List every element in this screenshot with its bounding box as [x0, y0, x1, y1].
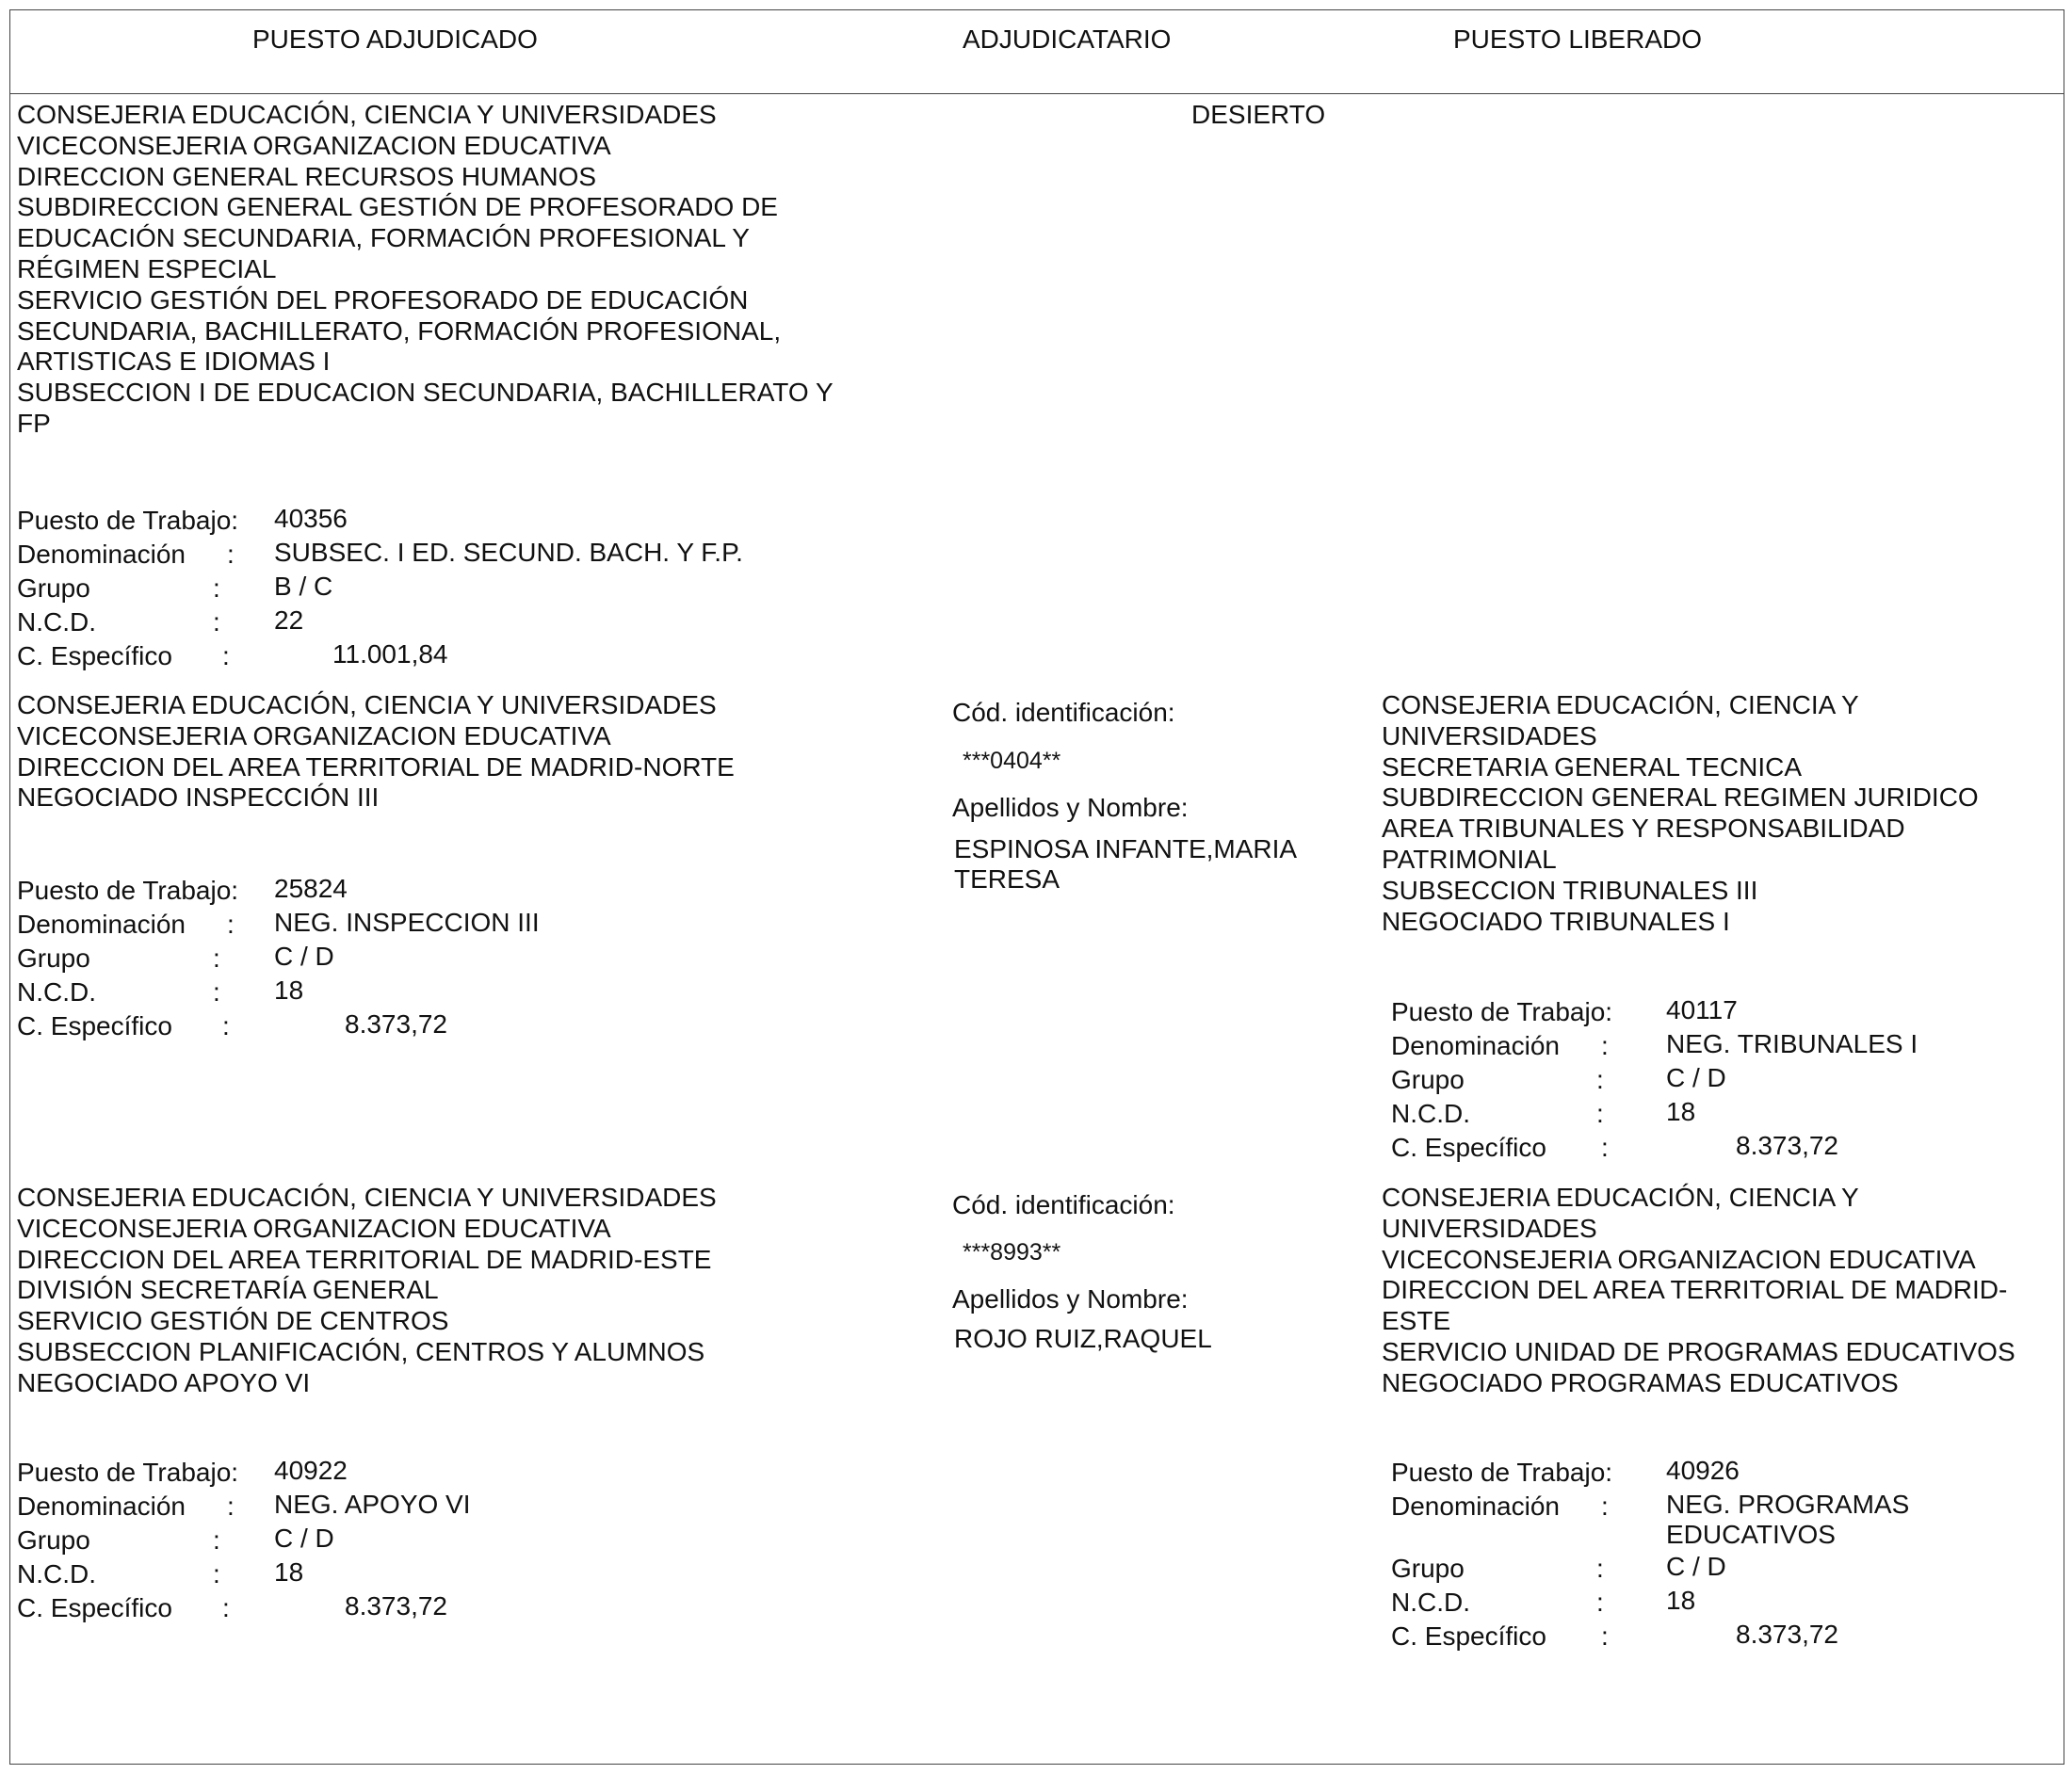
org-line: NEGOCIADO INSPECCIÓN III	[17, 782, 380, 813]
row3-liberado-details	[1391, 1456, 2050, 1653]
value-especifico: 8.373,72	[345, 1591, 447, 1621]
header-divider	[9, 93, 2064, 94]
value-ncd: 18	[274, 976, 304, 1005]
org-line: SERVICIO UNIDAD DE PROGRAMAS EDUCATIVOS	[1382, 1336, 2015, 1366]
row3-cod-label: Cód. identificación:	[952, 1190, 1175, 1219]
label-denominacion: Denominación	[17, 1492, 186, 1521]
colon: :	[222, 1011, 230, 1040]
label-puesto: Puesto de Trabajo:	[17, 1458, 239, 1487]
label-ncd: N.C.D.	[17, 977, 96, 1007]
colon: :	[1601, 1492, 1609, 1521]
label-ncd: N.C.D.	[17, 1559, 96, 1589]
row2-apellidos-label: Apellidos y Nombre:	[952, 793, 1189, 822]
value-denominacion: SUBSEC. I ED. SECUND. BACH. Y F.P.	[274, 538, 743, 567]
label-denominacion: Denominación	[1391, 1031, 1560, 1060]
org-line: CONSEJERIA EDUCACIÓN, CIENCIA Y UNIVERSIDADES	[1382, 690, 1859, 750]
value-especifico: 8.373,72	[1736, 1620, 1838, 1649]
header-puesto-adjudicado: PUESTO ADJUDICADO	[252, 24, 538, 54]
org-line: DIRECCION DEL AREA TERRITORIAL DE MADRID-ESTE	[1382, 1275, 2008, 1336]
org-line: CONSEJERIA EDUCACIÓN, CIENCIA Y UNIVERSIDADES	[17, 100, 717, 129]
value-denominacion: NEG. INSPECCION III	[274, 908, 540, 937]
org-line: SUBDIRECCION GENERAL GESTIÓN DE PROFESORADO DE	[17, 192, 778, 222]
row2-nombre: ESPINOSA INFANTE,MARIA TERESA	[954, 834, 1296, 894]
value-grupo: C / D	[1666, 1552, 1726, 1581]
org-line: SECUNDARIA, BACHILLERATO, FORMACIÓN PROFESIONAL,	[17, 315, 782, 346]
org-line: CONSEJERIA EDUCACIÓN, CIENCIA Y UNIVERSIDADES	[17, 1183, 717, 1212]
value-denominacion: NEG. PROGRAMAS EDUCATIVOS	[1666, 1490, 1910, 1549]
org-line: DIVISIÓN SECRETARÍA GENERAL	[17, 1275, 439, 1305]
value-ncd: 18	[1666, 1097, 1696, 1126]
value-especifico: 8.373,72	[345, 1009, 447, 1039]
colon: :	[227, 910, 235, 939]
org-line: VICECONSEJERIA ORGANIZACION EDUCATIVA	[17, 720, 611, 750]
label-especifico: C. Específico	[1391, 1621, 1546, 1651]
org-line: AREA TRIBUNALES Y RESPONSABILIDAD PATRIMONIAL	[1382, 814, 1905, 874]
row1-adjudicado-details	[17, 504, 865, 673]
row2-cod-value: ***0404**	[963, 748, 1061, 774]
org-line: RÉGIMEN ESPECIAL	[17, 253, 277, 283]
value-grupo: C / D	[1666, 1063, 1726, 1092]
org-line: CONSEJERIA EDUCACIÓN, CIENCIA Y UNIVERSIDADES	[17, 690, 717, 719]
org-line: NEGOCIADO APOYO VI	[17, 1367, 311, 1397]
label-puesto: Puesto de Trabajo:	[17, 506, 239, 535]
org-line: DIRECCION DEL AREA TERRITORIAL DE MADRID-NORTE	[17, 751, 735, 782]
label-ncd: N.C.D.	[17, 607, 96, 637]
label-denominacion: Denominación	[1391, 1492, 1560, 1521]
value-puesto: 40356	[274, 504, 348, 533]
row3-adjudicado-org	[17, 1183, 717, 1399]
value-especifico: 11.001,84	[332, 639, 448, 669]
value-denominacion: NEG. TRIBUNALES I	[1666, 1029, 1918, 1058]
org-line: VICECONSEJERIA ORGANIZACION EDUCATIVA	[17, 1213, 611, 1243]
value-grupo: C / D	[274, 1524, 334, 1553]
label-grupo: Grupo	[17, 943, 90, 973]
colon: :	[1596, 1554, 1604, 1583]
row2-liberado-details	[1391, 995, 2050, 1165]
row2-cod-label: Cód. identificación:	[952, 698, 1175, 727]
label-grupo: Grupo	[1391, 1065, 1465, 1094]
label-denominacion: Denominación	[17, 910, 186, 939]
label-especifico: C. Específico	[17, 1011, 172, 1040]
value-grupo: B / C	[274, 572, 333, 601]
org-line: VICECONSEJERIA ORGANIZACION EDUCATIVA	[17, 130, 611, 160]
label-especifico: C. Específico	[17, 641, 172, 670]
row2-adjudicado-org	[17, 690, 735, 814]
org-line: FP	[17, 408, 51, 438]
org-line: SUBDIRECCION GENERAL REGIMEN JURIDICO	[1382, 782, 1979, 813]
row2-adjudicado-details	[17, 874, 865, 1043]
row3-liberado-org	[1382, 1183, 2041, 1399]
colon: :	[213, 573, 220, 603]
colon: :	[213, 1525, 220, 1555]
colon: :	[1601, 1133, 1609, 1162]
org-line: DIRECCION GENERAL RECURSOS HUMANOS	[17, 161, 597, 191]
label-puesto: Puesto de Trabajo:	[17, 876, 239, 905]
org-line: SUBSECCION TRIBUNALES III	[1382, 875, 1758, 905]
value-puesto: 40117	[1666, 995, 1738, 1024]
colon: :	[222, 641, 230, 670]
value-especifico: 8.373,72	[1736, 1131, 1838, 1160]
header-puesto-liberado: PUESTO LIBERADO	[1453, 24, 1703, 54]
label-especifico: C. Específico	[1391, 1133, 1546, 1162]
row1-desierto: DESIERTO	[1191, 100, 1326, 129]
org-line: SERVICIO GESTIÓN DE CENTROS	[17, 1306, 449, 1336]
org-line: NEGOCIADO PROGRAMAS EDUCATIVOS	[1382, 1367, 1899, 1397]
value-puesto: 40922	[274, 1456, 348, 1485]
value-ncd: 18	[1666, 1586, 1696, 1615]
org-line: DIRECCION DEL AREA TERRITORIAL DE MADRID-ESTE	[17, 1244, 712, 1274]
row3-adjudicado-details	[17, 1456, 865, 1625]
org-line: SERVICIO GESTIÓN DEL PROFESORADO DE EDUCACIÓN	[17, 284, 749, 314]
org-line: NEGOCIADO TRIBUNALES I	[1382, 906, 1730, 936]
org-line: SUBSECCION I DE EDUCACION SECUNDARIA, BACHILLERATO Y	[17, 378, 834, 408]
value-denominacion: NEG. APOYO VI	[274, 1490, 471, 1519]
row3-cod-value: ***8993**	[963, 1239, 1061, 1266]
row2-liberado-org	[1382, 690, 2041, 937]
label-grupo: Grupo	[1391, 1554, 1465, 1583]
colon: :	[1601, 1031, 1609, 1060]
label-especifico: C. Específico	[17, 1593, 172, 1622]
colon: :	[213, 1559, 220, 1589]
org-line: CONSEJERIA EDUCACIÓN, CIENCIA Y UNIVERSIDADES	[1382, 1183, 1859, 1243]
row3-apellidos-label: Apellidos y Nombre:	[952, 1284, 1189, 1314]
colon: :	[1601, 1621, 1609, 1651]
colon: :	[213, 943, 220, 973]
label-puesto: Puesto de Trabajo:	[1391, 1458, 1613, 1487]
row1-adjudicado-org	[17, 100, 834, 440]
label-ncd: N.C.D.	[1391, 1099, 1470, 1128]
colon: :	[213, 607, 220, 637]
row3-nombre: ROJO RUIZ,RAQUEL	[954, 1324, 1212, 1353]
colon: :	[227, 540, 235, 569]
colon: :	[227, 1492, 235, 1521]
label-grupo: Grupo	[17, 1525, 90, 1555]
label-denominacion: Denominación	[17, 540, 186, 569]
label-ncd: N.C.D.	[1391, 1588, 1470, 1617]
colon: :	[222, 1593, 230, 1622]
colon: :	[1596, 1099, 1604, 1128]
org-line: SECRETARIA GENERAL TECNICA	[1382, 751, 1803, 782]
label-grupo: Grupo	[17, 573, 90, 603]
colon: :	[1596, 1065, 1604, 1094]
value-puesto: 40926	[1666, 1456, 1740, 1485]
org-line: ARTISTICAS E IDIOMAS I	[17, 347, 331, 377]
colon: :	[213, 977, 220, 1007]
label-puesto: Puesto de Trabajo:	[1391, 997, 1613, 1026]
header-adjudicatario: ADJUDICATARIO	[963, 24, 1172, 54]
org-line: EDUCACIÓN SECUNDARIA, FORMACIÓN PROFESIONAL Y	[17, 223, 750, 253]
value-ncd: 22	[274, 605, 304, 635]
org-line: SUBSECCION PLANIFICACIÓN, CENTROS Y ALUMNOS	[17, 1336, 705, 1366]
value-ncd: 18	[274, 1557, 304, 1587]
value-grupo: C / D	[274, 942, 334, 971]
colon: :	[1596, 1588, 1604, 1617]
value-puesto: 25824	[274, 874, 348, 903]
org-line: VICECONSEJERIA ORGANIZACION EDUCATIVA	[1382, 1244, 1976, 1274]
